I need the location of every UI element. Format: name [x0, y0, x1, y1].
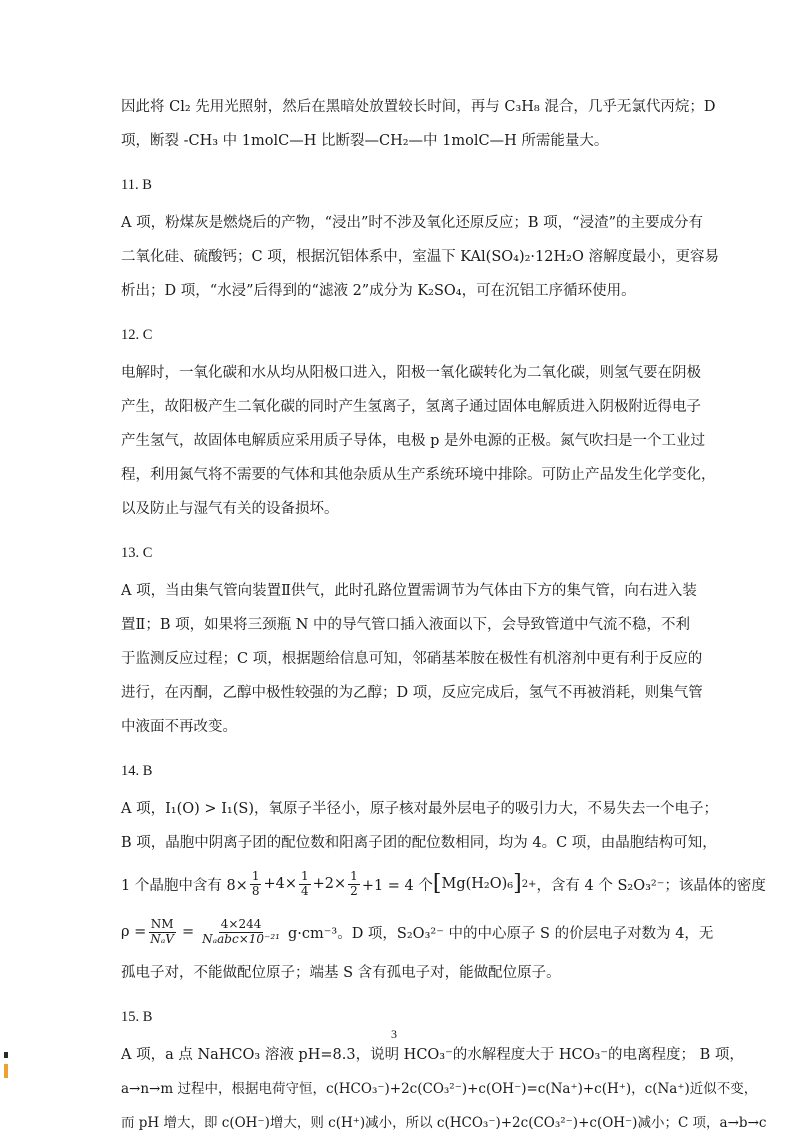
- scan-edge-mark-dark: [4, 1052, 8, 1058]
- fraction: $\frac{1}{4}$: [301, 869, 309, 898]
- text-line: A 项，I₁(O) > I₁(S)，氧原子半径小，原子核对最外层电子的吸引力大，不易失去一个电子；: [121, 801, 718, 817]
- text-line: A 项，粉煤灰是燃烧后的产物，“浸出”时不涉及氧化还原反应；B 项，“浸渣”的主要成分有: [121, 215, 703, 231]
- fraction: $\frac{NM}{\text{NₐV}}$: [150, 917, 174, 946]
- text-line: 中液面不再改变。: [121, 719, 237, 735]
- document-body: [121, 90, 767, 1140]
- text-line: 于监测反应过程；C 项，根据题给信息可知，邻硝基苯胺在极性有机溶剂中更有利于反应的: [121, 651, 703, 667]
- fraction: $\frac{1}{2}$: [350, 869, 358, 898]
- text-line: 项，断裂 -CH₃ 中 1molC—H 比断裂—CH₂—中 1molC—H 所需能量大。: [121, 133, 609, 149]
- fraction: $\frac{1}{8}$: [251, 869, 260, 898]
- page-number: 3: [391, 1027, 397, 1041]
- question-number-14: 14. B: [121, 763, 153, 779]
- text-line: 以及防止与湿气有关的设备损坏。: [121, 501, 339, 517]
- text-line: 二氧化硅、硫酸钙；C 项，根据沉铝体系中，室温下 KAl(SO₄)₂·12H₂O 溶解度最小，更容易: [121, 249, 719, 265]
- scan-edge-mark-orange: [4, 1064, 8, 1078]
- complex-ion: Mg(H₂O)₆: [441, 876, 514, 892]
- text-line: 产生，故阳极产生二氧化碳的同时产生氢离子，氢离子通过固体电解质进入阴极附近得电子: [121, 399, 701, 415]
- text-line: 电解时，一氧化碳和水从均从阳极口进入，阳极一氧化碳转化为二氧化碳，则氢气要在阴极: [121, 365, 701, 381]
- text-line: 产生氢气，故固体电解质应采用质子导体，电极 p 是外电源的正极。氮气吹扫是一个工业过: [121, 433, 705, 449]
- text-line: 而 pH 增大，即 c(OH⁻)增大，则 c(H⁺)减小，所以 c(HCO₃⁻)+2c(CO₃²⁻)+c(OH⁻)减小；C 项，a→b→c: [121, 1115, 767, 1131]
- fraction: $\frac{4\times 244}{\text{Nₐabc×10⁻²¹}}$: [202, 917, 280, 946]
- text-line: 因此将 Cl₂ 先用光照射，然后在黑暗处放置较长时间，再与 C₃H₈ 混合，几乎无氯代丙烷；D: [121, 99, 716, 115]
- text-line: 析出；D 项，“水浸”后得到的“滤液 2”成分为 K₂SO₄，可在沉铝工序循环使用。: [121, 283, 636, 299]
- text-line: 置Ⅱ；B 项，如果将三颈瓶 N 中的导气管口插入液面以下，会导致管道中气流不稳，不利: [121, 617, 691, 633]
- question-number-11: 11. B: [121, 177, 152, 193]
- text-line: A 项，a 点 NaHCO₃ 溶液 pH=8.3，说明 HCO₃⁻的水解程度大于 HCO₃⁻的电离程度； B 项，: [121, 1047, 744, 1063]
- question-number-15: 15. B: [121, 1009, 153, 1025]
- text-line: A 项，当由集气管向装置Ⅱ供气，此时孔路位置需调节为气体由下方的集气管，向右进入装: [121, 583, 697, 599]
- question-number-13: 13. C: [121, 545, 153, 561]
- text-line: B 项，晶胞中阴离子团的配位数和阳离子团的配位数相同，均为 4。C 项，由晶胞结构可知，: [121, 835, 717, 851]
- math-line-density: ρ = $\frac{NM}{\text{NₐV}}$ = $\frac{4\times 244}{\text{Nₐabc×10⁻²¹}}$ g·cm⁻³。D 项，S₂O₃²⁻ 中的中心原子 S 的价层电子对数为 4，无: [121, 917, 714, 946]
- text-line: 进行，在丙酮，乙醇中极性较强的为乙醇；D 项，反应完成后，氢气不再被消耗，则集气管: [121, 685, 703, 701]
- text-line: 孤电子对，不能做配位原子；端基 S 含有孤电子对，能做配位原子。: [121, 965, 561, 981]
- text-line: a→n→m 过程中，根据电荷守恒，c(HCO₃⁻)+2c(CO₃²⁻)+c(OH⁻)=c(Na⁺)+c(H⁺)，c(Na⁺)近似不变，: [121, 1081, 758, 1097]
- text-line: 程，利用氮气将不需要的气体和其他杂质从生产系统环境中排除。可防止产品发生化学变化，: [121, 467, 716, 483]
- question-number-12: 12. C: [121, 327, 153, 343]
- math-line-unit-cell-count: 1 个晶胞中含有 8× $\frac{1}{8}$ +4× $\frac{1}{4}$ +2× $\frac{1}{2}$ +1 = 4 个 [ Mg(H₂O)₆ ] 2+ ，含有 4 个 S₂O₃²⁻；该晶体的密度: [121, 869, 766, 898]
